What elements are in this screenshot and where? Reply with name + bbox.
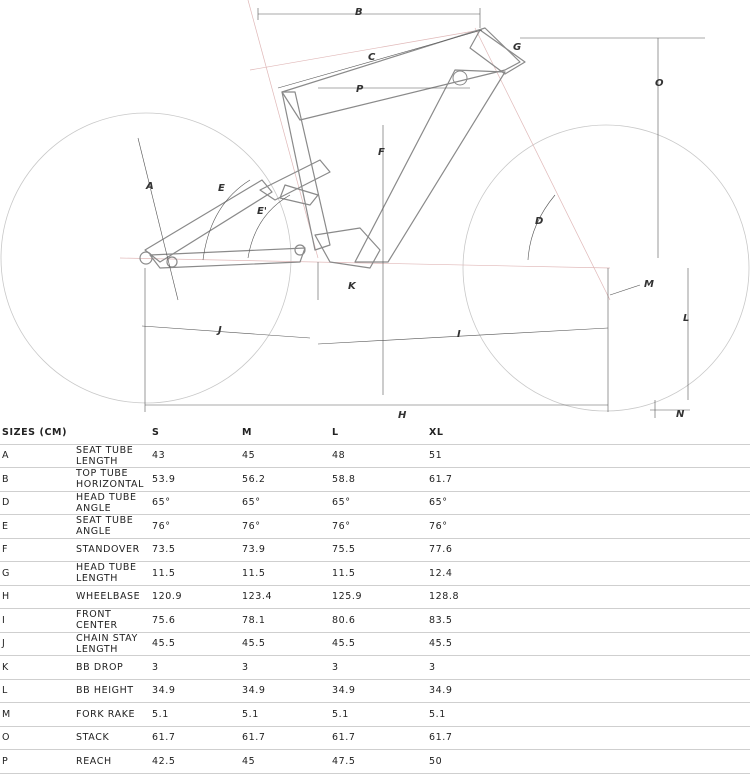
table-row [0, 632, 750, 656]
label-l: L [683, 313, 690, 324]
label-h: H [398, 410, 407, 421]
row-value-m: 73.9 [242, 538, 332, 562]
label-a: A [146, 181, 154, 192]
row-name: WHEELBASE [76, 585, 152, 609]
label-b: B [355, 7, 363, 18]
label-f: F [378, 147, 385, 158]
row-name: STACK [76, 726, 152, 750]
row-name: SEAT TUBE LENGTH [76, 444, 152, 468]
row-value-s: 120.9 [152, 585, 242, 609]
row-value-l: 47.5 [332, 750, 429, 774]
row-value-s: 3 [152, 656, 242, 680]
row-name: BB HEIGHT [76, 679, 152, 703]
label-g: G [513, 42, 522, 53]
label-e: E [218, 183, 225, 194]
row-key: K [0, 656, 76, 680]
row-value-m: 5.1 [242, 703, 332, 727]
row-key: J [0, 632, 76, 656]
table-row [0, 468, 750, 492]
row-name: HEAD TUBE LENGTH [76, 562, 152, 586]
row-name: FORK RAKE [76, 703, 152, 727]
row-value-m: 56.2 [242, 468, 332, 492]
label-p: P [356, 84, 364, 95]
row-value-s: 76° [152, 515, 242, 539]
label-k: K [348, 281, 356, 292]
row-value-s: 61.7 [152, 726, 242, 750]
row-value-s: 43 [152, 444, 242, 468]
table-row [0, 703, 750, 727]
dimension-lines [138, 8, 705, 418]
row-key: G [0, 562, 76, 586]
label-m: M [644, 279, 654, 290]
row-value-l: 45.5 [332, 632, 429, 656]
row-value-l: 65° [332, 491, 429, 515]
row-value-s: 34.9 [152, 679, 242, 703]
table-row [0, 515, 750, 539]
row-value-m: 65° [242, 491, 332, 515]
row-name: HEAD TUBE ANGLE [76, 491, 152, 515]
row-value-s: 45.5 [152, 632, 242, 656]
row-value-l: 58.8 [332, 468, 429, 492]
row-value-xl: 65° [429, 491, 750, 515]
row-value-m: 11.5 [242, 562, 332, 586]
header-sizes: SIZES (CM) [0, 421, 152, 444]
table-row [0, 679, 750, 703]
row-value-xl: 83.5 [429, 609, 750, 633]
row-value-m: 45 [242, 750, 332, 774]
row-value-xl: 50 [429, 750, 750, 774]
geometry-table [0, 421, 750, 774]
row-value-m: 61.7 [242, 726, 332, 750]
row-value-l: 48 [332, 444, 429, 468]
row-value-s: 75.6 [152, 609, 242, 633]
table-row [0, 609, 750, 633]
row-value-m: 78.1 [242, 609, 332, 633]
row-value-xl: 61.7 [429, 468, 750, 492]
row-value-m: 45.5 [242, 632, 332, 656]
row-value-l: 3 [332, 656, 429, 680]
table-header-row [0, 421, 750, 444]
header-size-xl: XL [429, 421, 750, 444]
row-key: O [0, 726, 76, 750]
row-name: FRONT CENTER [76, 609, 152, 633]
row-name: SEAT TUBE ANGLE [76, 515, 152, 539]
row-value-xl: 5.1 [429, 703, 750, 727]
row-value-xl: 51 [429, 444, 750, 468]
row-name: TOP TUBE HORIZONTAL [76, 468, 152, 492]
row-value-xl: 128.8 [429, 585, 750, 609]
label-o: O [655, 78, 664, 89]
table-row [0, 538, 750, 562]
row-key: F [0, 538, 76, 562]
row-value-l: 76° [332, 515, 429, 539]
label-n: N [676, 409, 685, 420]
row-key: L [0, 679, 76, 703]
row-value-l: 5.1 [332, 703, 429, 727]
row-value-s: 65° [152, 491, 242, 515]
row-key: E [0, 515, 76, 539]
row-key: I [0, 609, 76, 633]
table-row [0, 726, 750, 750]
row-value-s: 53.9 [152, 468, 242, 492]
row-value-xl: 34.9 [429, 679, 750, 703]
row-value-l: 61.7 [332, 726, 429, 750]
row-key: P [0, 750, 76, 774]
row-key: M [0, 703, 76, 727]
row-value-m: 3 [242, 656, 332, 680]
motor-detail [453, 71, 467, 85]
table-row [0, 444, 750, 468]
row-value-l: 34.9 [332, 679, 429, 703]
table-row [0, 750, 750, 774]
row-name: BB DROP [76, 656, 152, 680]
row-value-s: 42.5 [152, 750, 242, 774]
row-name: CHAIN STAY LENGTH [76, 632, 152, 656]
row-value-xl: 76° [429, 515, 750, 539]
row-key: B [0, 468, 76, 492]
label-d: D [535, 216, 544, 227]
label-j: J [218, 325, 222, 336]
row-key: A [0, 444, 76, 468]
header-size-s: S [152, 421, 242, 444]
row-value-m: 76° [242, 515, 332, 539]
label-e-prime: E' [257, 206, 267, 217]
row-value-l: 80.6 [332, 609, 429, 633]
row-value-xl: 3 [429, 656, 750, 680]
row-value-l: 75.5 [332, 538, 429, 562]
label-c: C [368, 52, 376, 63]
header-size-l: L [332, 421, 429, 444]
row-value-xl: 61.7 [429, 726, 750, 750]
row-value-xl: 45.5 [429, 632, 750, 656]
row-value-m: 123.4 [242, 585, 332, 609]
row-value-m: 45 [242, 444, 332, 468]
row-value-s: 11.5 [152, 562, 242, 586]
table-row [0, 491, 750, 515]
row-value-m: 34.9 [242, 679, 332, 703]
row-value-l: 125.9 [332, 585, 429, 609]
row-key: D [0, 491, 76, 515]
row-value-s: 5.1 [152, 703, 242, 727]
table-row [0, 656, 750, 680]
header-size-m: M [242, 421, 332, 444]
row-name: REACH [76, 750, 152, 774]
row-value-s: 73.5 [152, 538, 242, 562]
table-row [0, 585, 750, 609]
row-value-xl: 77.6 [429, 538, 750, 562]
label-i: I [457, 329, 461, 340]
row-name: STANDOVER [76, 538, 152, 562]
row-key: H [0, 585, 76, 609]
row-value-l: 11.5 [332, 562, 429, 586]
table-row [0, 562, 750, 586]
row-value-xl: 12.4 [429, 562, 750, 586]
construction-lines [120, 0, 610, 300]
rear-wheel [1, 113, 291, 403]
